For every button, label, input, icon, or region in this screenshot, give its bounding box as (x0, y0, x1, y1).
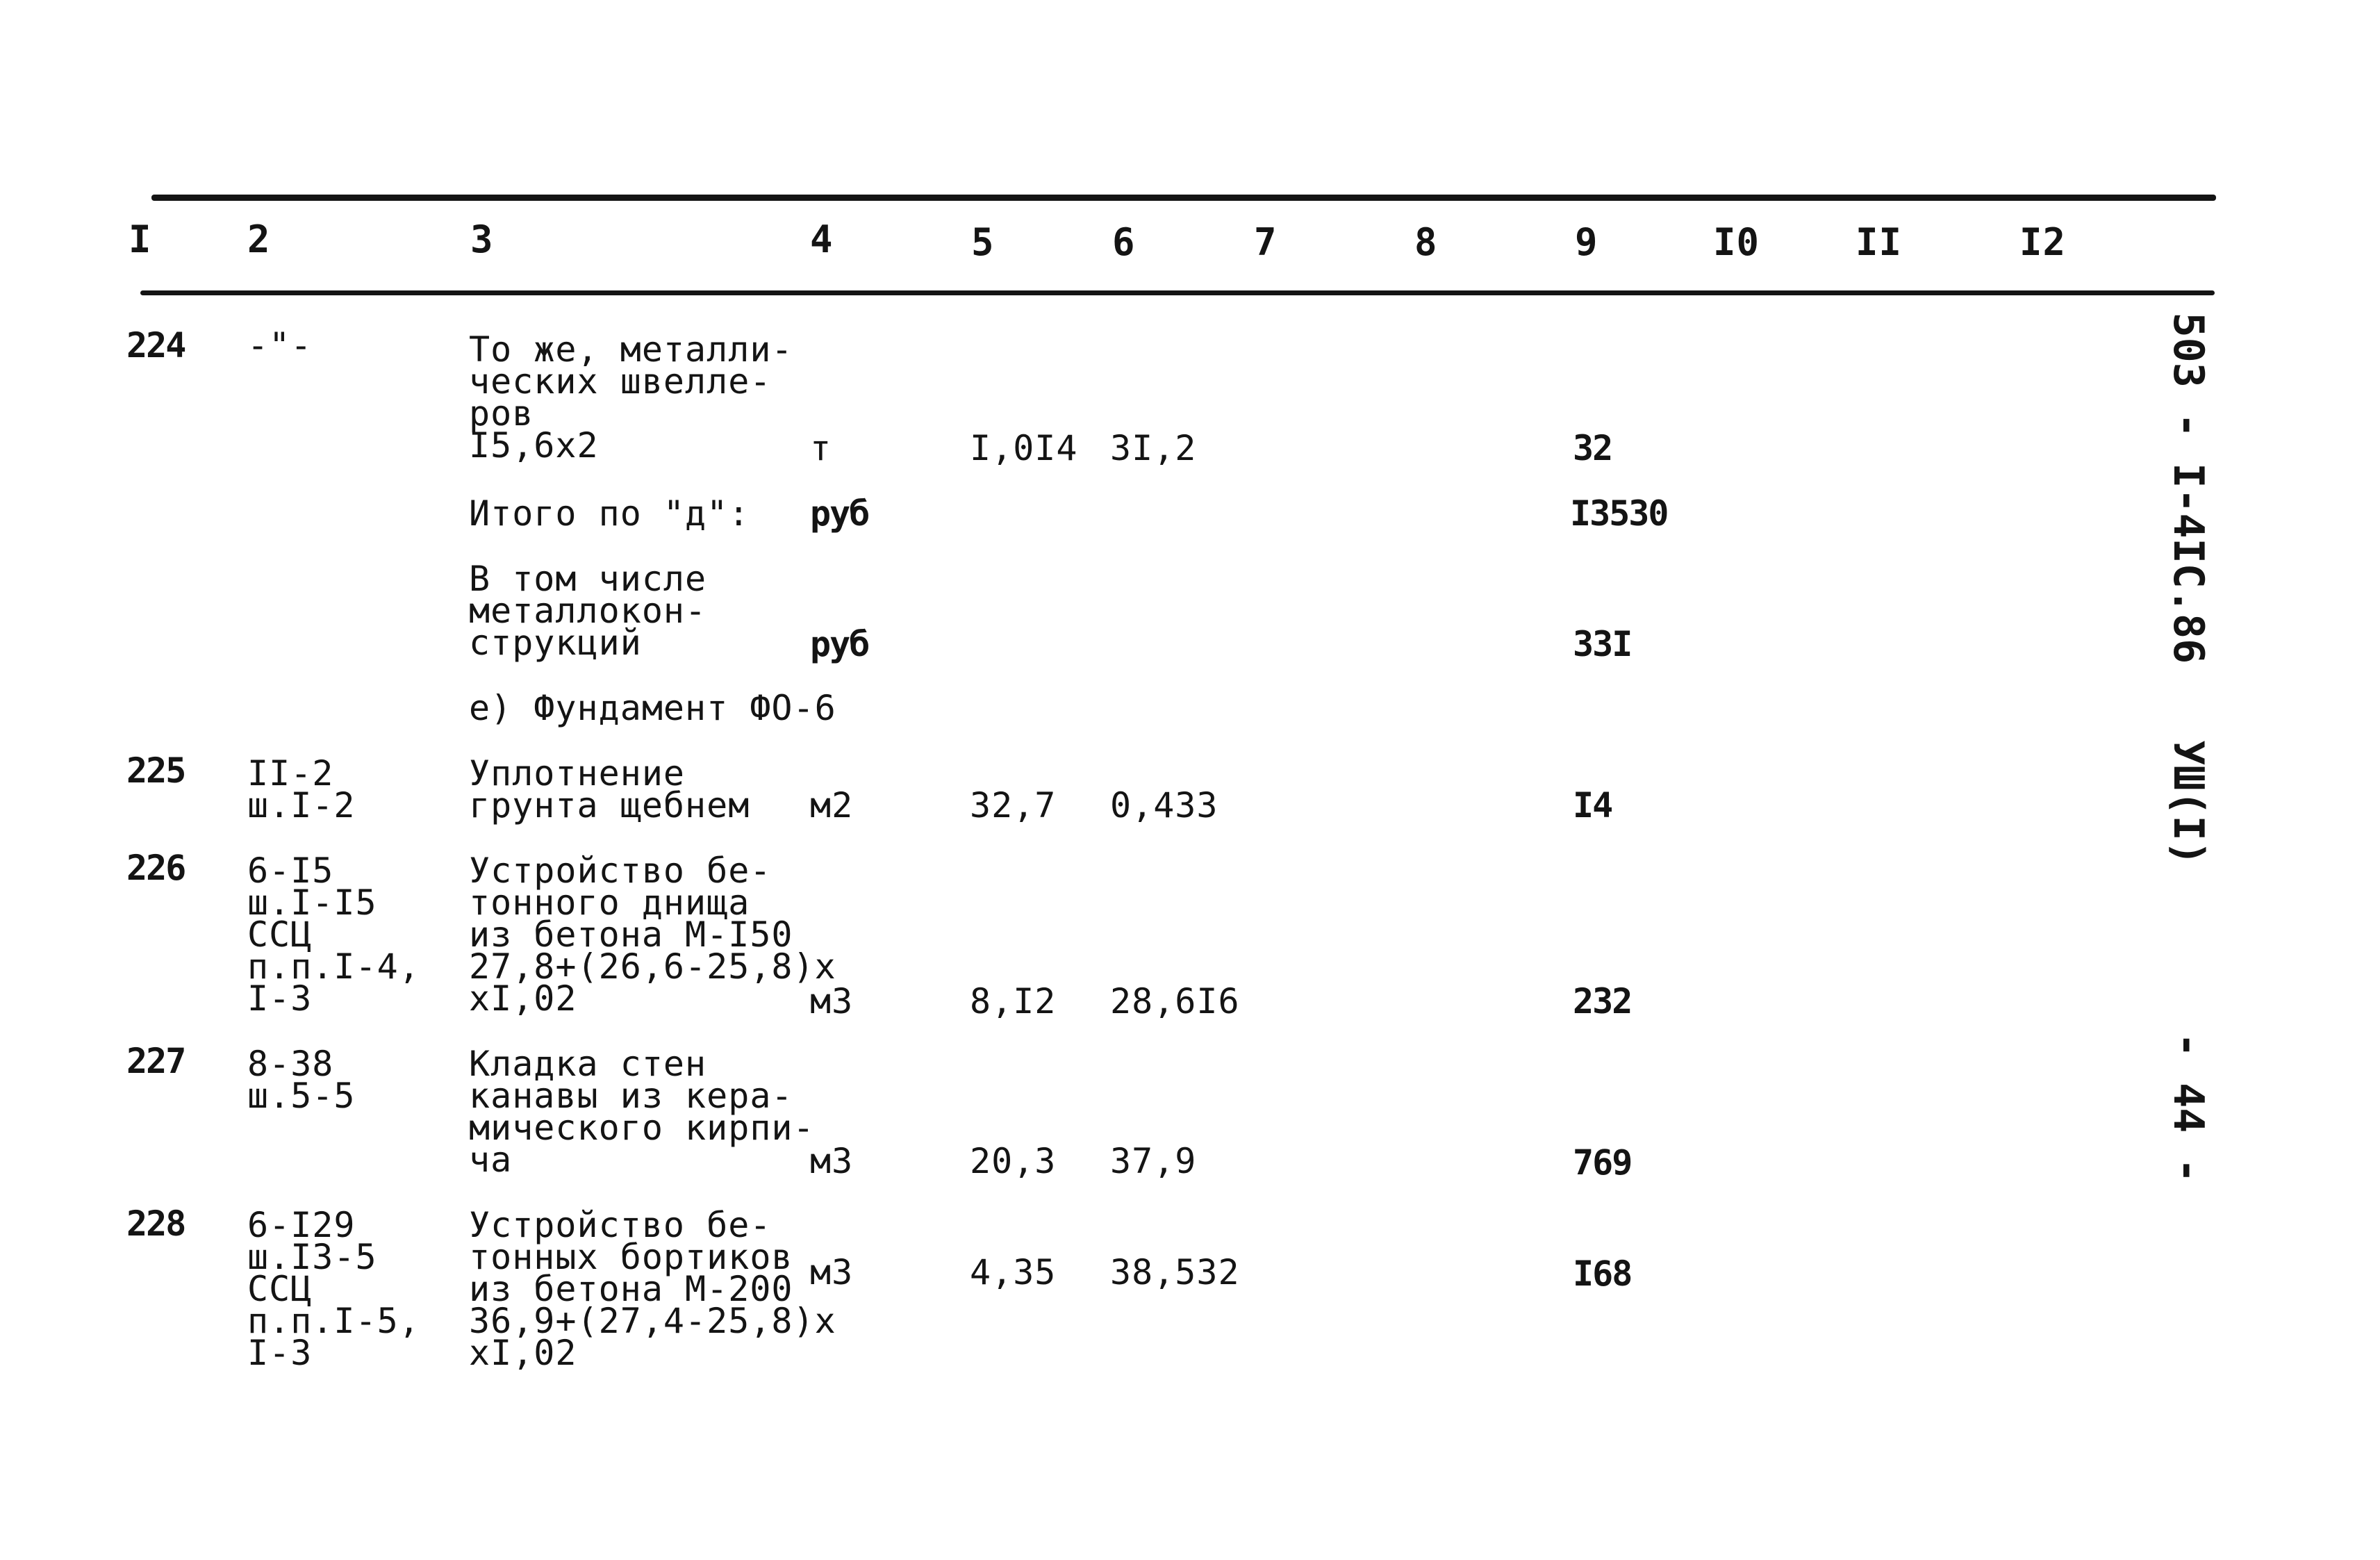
metal-structures-unit: руб (810, 624, 869, 664)
row-224-number: 224 (126, 325, 185, 366)
row-226-code: 6-I5 ш.I-I5 ССЦ п.п.I-4, I-3 (247, 851, 420, 1019)
sheet-number: УШ(I) (2164, 740, 2213, 866)
row-228-total: I68 (1573, 1254, 1632, 1294)
row-228-quantity: 4,35 (970, 1252, 1057, 1292)
row-227-description: Кладка стен канавы из кера- мического кирпи- ча (469, 1044, 815, 1180)
row-224-unit: т (810, 428, 832, 468)
row-226-number: 226 (126, 848, 185, 888)
col-header-8: 8 (1414, 220, 1438, 264)
row-225-number: 225 (126, 750, 185, 791)
col-header-9: 9 (1575, 220, 1598, 264)
col-header-5: 5 (971, 220, 995, 264)
row-225-unit: м2 (810, 785, 854, 826)
subtotal-value: I3530 (1570, 493, 1668, 534)
row-227-number: 227 (126, 1041, 185, 1081)
row-226-description: Устройство бе- тонного днища из бетона М-I50 27,8+(26,6-25,8)х хI,02 (469, 851, 836, 1019)
top-rule (151, 195, 2216, 201)
row-227-unit-price: 37,9 (1110, 1141, 1197, 1181)
row-226-unit-price: 28,6I6 (1110, 981, 1240, 1021)
row-228-description: Устройство бе- тонных бортиков из бетона М-200 36,9+(27,4-25,8)х хI,02 (469, 1205, 836, 1373)
row-225-total: I4 (1573, 785, 1612, 826)
row-226-quantity: 8,I2 (970, 981, 1057, 1021)
side-margin-label (2164, 212, 2272, 1183)
row-225-description: Уплотнение грунта щебнем (469, 753, 750, 826)
row-225-quantity: 32,7 (970, 785, 1057, 826)
row-228-code: 6-I29 ш.I3-5 ССЦ п.п.I-5, I-3 (247, 1205, 420, 1373)
row-227-unit: м3 (810, 1141, 854, 1181)
col-header-11: II (1856, 220, 1903, 264)
col-header-12: I2 (2019, 220, 2067, 264)
col-header-2: 2 (247, 217, 271, 261)
row-224-quantity: I,0I4 (970, 428, 1078, 468)
metal-structures-label: В том числе металлокон- струкций (469, 559, 707, 663)
subtotal-unit: руб (810, 493, 869, 534)
row-227-code: 8-38 ш.5-5 (247, 1044, 356, 1116)
row-228-number: 228 (126, 1204, 185, 1244)
row-227-total: 769 (1573, 1142, 1632, 1183)
row-226-total: 232 (1573, 981, 1632, 1021)
header-rule (140, 290, 2215, 295)
row-228-unit-price: 38,532 (1110, 1252, 1240, 1292)
subtotal-label: Итого по "д": (469, 493, 750, 534)
row-227-quantity: 20,3 (970, 1141, 1057, 1181)
document-code: 503 - I-4IC.86 (2164, 312, 2213, 664)
row-224-code: -"- (247, 325, 313, 366)
row-226-unit: м3 (810, 981, 854, 1021)
metal-structures-value: 33I (1573, 624, 1632, 664)
col-header-6: 6 (1112, 220, 1136, 264)
row-224-unit-price: 3I,2 (1110, 428, 1197, 468)
col-header-3: 3 (470, 217, 494, 261)
col-header-10: I0 (1713, 220, 1760, 264)
row-225-unit-price: 0,433 (1110, 785, 1218, 826)
page-number: - 44 - (2164, 1032, 2213, 1183)
col-header-4: 4 (810, 217, 834, 261)
row-225-code: II-2 ш.I-2 (247, 753, 356, 826)
col-header-1: I (129, 217, 152, 261)
row-228-unit: м3 (810, 1252, 854, 1292)
section-heading: е) Фундамент ФО-6 (469, 688, 836, 728)
col-header-7: 7 (1254, 220, 1278, 264)
row-224-description: То же, металли- ческих швелле- ров I5,6х2 (469, 329, 793, 466)
row-224-total: 32 (1573, 428, 1612, 468)
